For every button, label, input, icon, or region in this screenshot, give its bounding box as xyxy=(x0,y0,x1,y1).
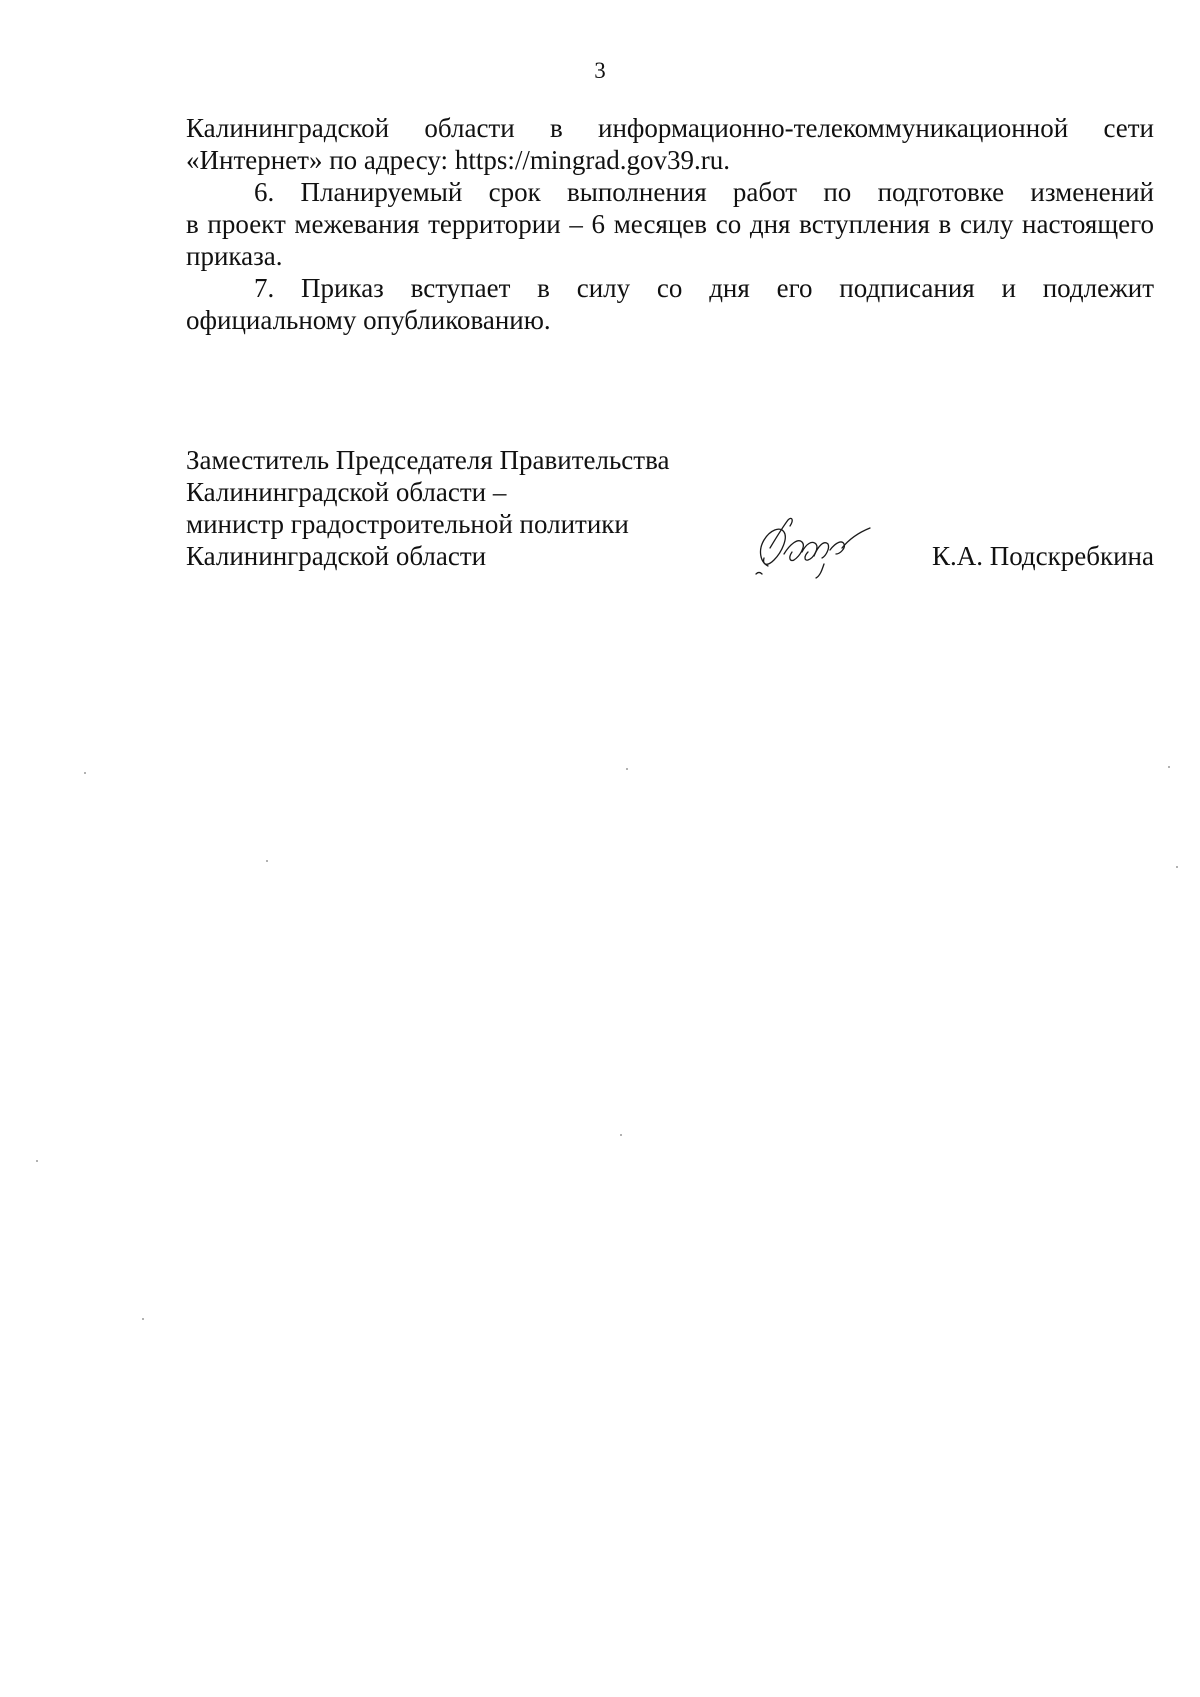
text-line: 7. Приказ вступает в силу со дня его подписания и подлежит xyxy=(254,273,1154,303)
signer-title-line: Калининградской области xyxy=(186,541,487,571)
signer-title-line: Заместитель Председателя Правительства xyxy=(186,445,670,475)
scan-speck xyxy=(620,1134,622,1136)
signer-title-line: министр градостроительной политики xyxy=(186,509,629,539)
text-line: в проект межевания территории – 6 месяцев со дня вступления в силу настоящего xyxy=(186,209,1154,239)
paragraph-7 xyxy=(186,272,1154,336)
scan-speck xyxy=(1168,766,1170,768)
paragraph-continuation xyxy=(186,112,1154,176)
handwritten-signature xyxy=(746,504,876,584)
scan-speck xyxy=(1176,866,1178,868)
signer-title xyxy=(186,444,746,572)
signer-name: К.А. Подскребкина xyxy=(931,541,1154,571)
signature-block xyxy=(186,444,1154,584)
scan-speck xyxy=(142,1318,144,1320)
paragraph-6 xyxy=(186,176,1154,272)
scan-speck xyxy=(36,1160,38,1162)
scan-speck xyxy=(626,768,628,770)
text-line: Калининградской области в информационно-телекоммуникационной сети xyxy=(186,113,1154,143)
scan-speck xyxy=(266,860,268,862)
text-line: официальному опубликованию. xyxy=(186,305,551,335)
page-number: 3 xyxy=(594,58,606,83)
scan-speck xyxy=(84,772,86,774)
text-line: 6. Планируемый срок выполнения работ по подготовке изменений xyxy=(254,177,1154,207)
text-line: приказа. xyxy=(186,241,283,271)
signer-title-line: Калининградской области – xyxy=(186,477,507,507)
document-body xyxy=(186,112,1154,336)
text-line: «Интернет» по адресу: https://mingrad.gov39.ru. xyxy=(186,145,731,175)
